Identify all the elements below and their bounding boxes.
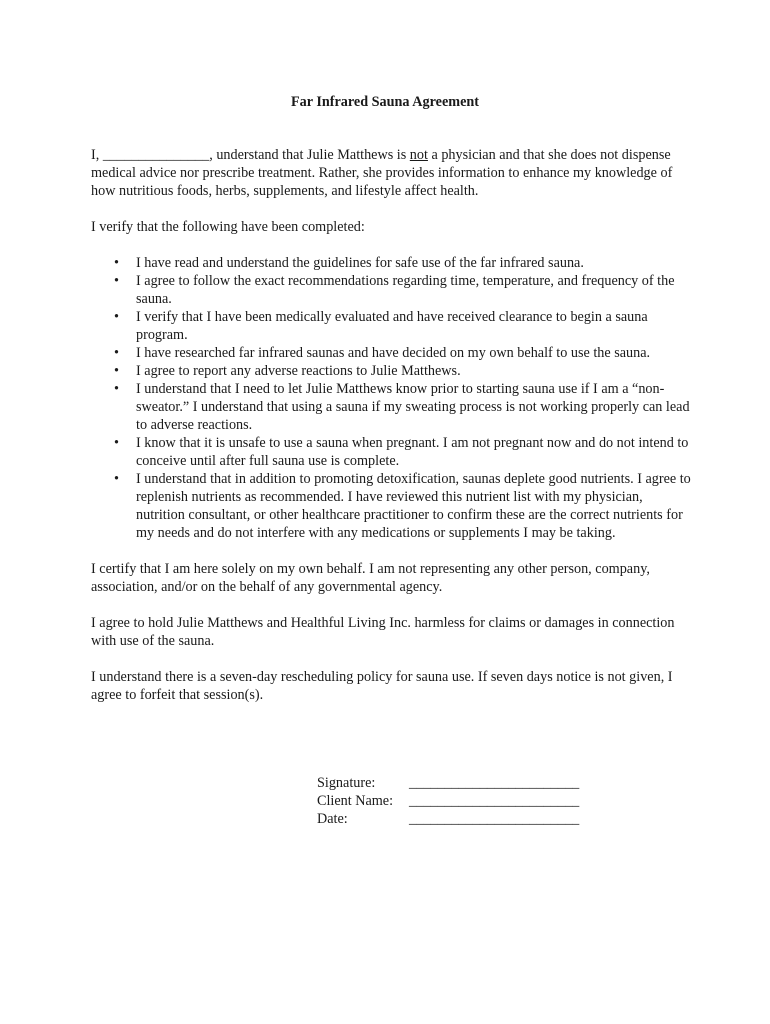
signature-row [317,774,579,792]
signature-block [317,774,579,828]
list-item: • I verify that I have been medically evaluated and have received clearance to begin a sauna program. [136,308,691,344]
list-item: • I agree to follow the exact recommendations regarding time, temperature, and frequency of the sauna. [136,272,691,308]
list-item: • I understand that I need to let Julie Matthews know prior to starting sauna use if I am a “non-sweator.” I understand that using a sauna if my sweating process is not working properly can lead to adverse reactions. [136,380,691,434]
signature-label: Signature: [317,775,376,791]
date-line[interactable]: ________________________ [409,811,580,827]
date-row [317,810,579,828]
signature-line[interactable]: ________________________ [409,775,580,791]
intro-text-2: a physician and that she does not dispense medical advice nor prescribe treatment. Rather, she provides information to enhance my knowledge of how nutritious foods, herbs, supplements, and lifestyle affect health. [91,147,673,199]
client-name-row [317,792,579,810]
client-name-label: Client Name: [317,793,394,809]
client-name-line[interactable]: ________________________ [409,793,580,809]
list-item: • I understand that in addition to promoting detoxification, saunas deplete good nutrients. I agree to replenish nutrients as recommended. I have reviewed this nutrient list with my physician, nutrition consultant, or other healthcare practitioner to confirm these are the correct nutrients for my needs and do not interfere with any medications or supplements I may be taking. [136,470,691,542]
rescheduling-paragraph: I understand there is a seven-day rescheduling policy for sauna use. If seven days notice is not given, I agree to forfeit that session(s). [91,669,673,703]
date-label: Date: [317,811,348,827]
list-item: • I have read and understand the guidelines for safe use of the far infrared sauna. [136,254,691,272]
intro-text-1: I, _______________, understand that Julie Matthews is [91,147,410,163]
document-body [91,146,691,722]
list-item: • I know that it is unsafe to use a sauna when pregnant. I am not pregnant now and do not intend to conceive until after full sauna use is complete. [136,434,691,470]
list-item: • I have researched far infrared saunas and have decided on my own behalf to use the sauna. [136,344,691,362]
verify-heading: I verify that the following have been completed: [91,219,365,235]
document-title: Far Infrared Sauna Agreement [291,94,479,110]
intro-underlined-word: not [409,147,428,163]
hold-harmless-paragraph: I agree to hold Julie Matthews and Healthful Living Inc. harmless for claims or damages in connection with use of the sauna. [91,615,675,649]
intro-paragraph [91,146,691,200]
certify-paragraph: I certify that I am here solely on my own behalf. I am not representing any other person, company, association, and/or on the behalf of any governmental agency. [91,561,650,595]
list-item: • I agree to report any adverse reactions to Julie Matthews. [136,362,691,380]
verification-list [91,254,691,542]
